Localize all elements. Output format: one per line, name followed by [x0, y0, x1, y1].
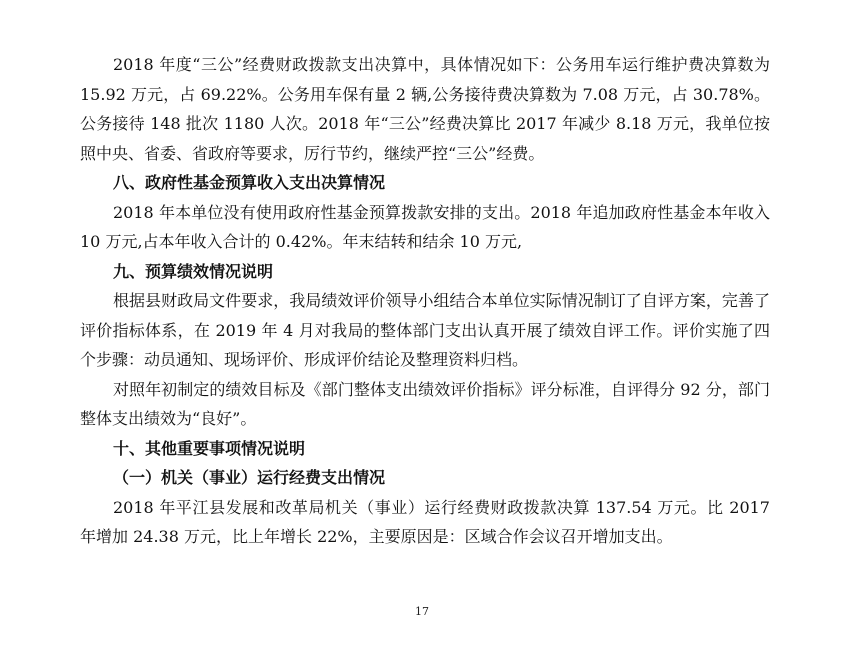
document-body	[80, 50, 770, 552]
heading-section-9: 九、预算绩效情况说明	[113, 261, 274, 281]
page-number: 17	[415, 605, 429, 618]
heading-section-8: 八、政府性基金预算收入支出决算情况	[113, 173, 386, 192]
paragraph-three-public-expenses: 2018 年度“三公”经费财政拨款支出决算中，具体情况如下：公务用车运行维护费决算数为 15.92 万元，占 69.22%。公务用车保有量 2 辆,公务接待费决算数为 7.08 万元，占 30.78%。公务接待 148 批次 1180 人次。2018 年“三公”经费决算比 2017 年减少 8.18 万元，我单位按照中央、省委、省政府等要求，厉行节约，继续严控“三公”经费。	[80, 55, 770, 163]
paragraph-government-fund: 2018 年本单位没有使用政府性基金预算拨款安排的支出。2018 年追加政府性基金本年收入 10 万元,占本年收入合计的 0.42%。年末结转和结余 10 万元,	[80, 202, 770, 251]
paragraph-operating-expenses: 2018 年平江县发展和改革局机关（事业）运行经费财政拨款决算 137.54 万元。比 2017 年增加 24.38 万元，比上年增长 22%，主要原因是：区域合作会议召开增加支出。	[80, 497, 770, 546]
paragraph-performance-evaluation: 根据县财政局文件要求，我局绩效评价领导小组结合本单位实际情况制订了自评方案，完善了评价指标体系，在 2019 年 4 月对我局的整体部门支出认真开展了绩效自评工作。评价实施了四个步骤：动员通知、现场评价、形成评价结论及整理资料归档。	[80, 291, 770, 369]
heading-section-10: 十、其他重要事项情况说明	[113, 438, 306, 458]
heading-subsection-1: （一）机关（事业）运行经费支出情况	[113, 468, 386, 487]
paragraph-performance-score: 对照年初制定的绩效目标及《部门整体支出绩效评价指标》评分标准，自评得分 92 分，部门整体支出绩效为“良好”。	[80, 379, 770, 428]
